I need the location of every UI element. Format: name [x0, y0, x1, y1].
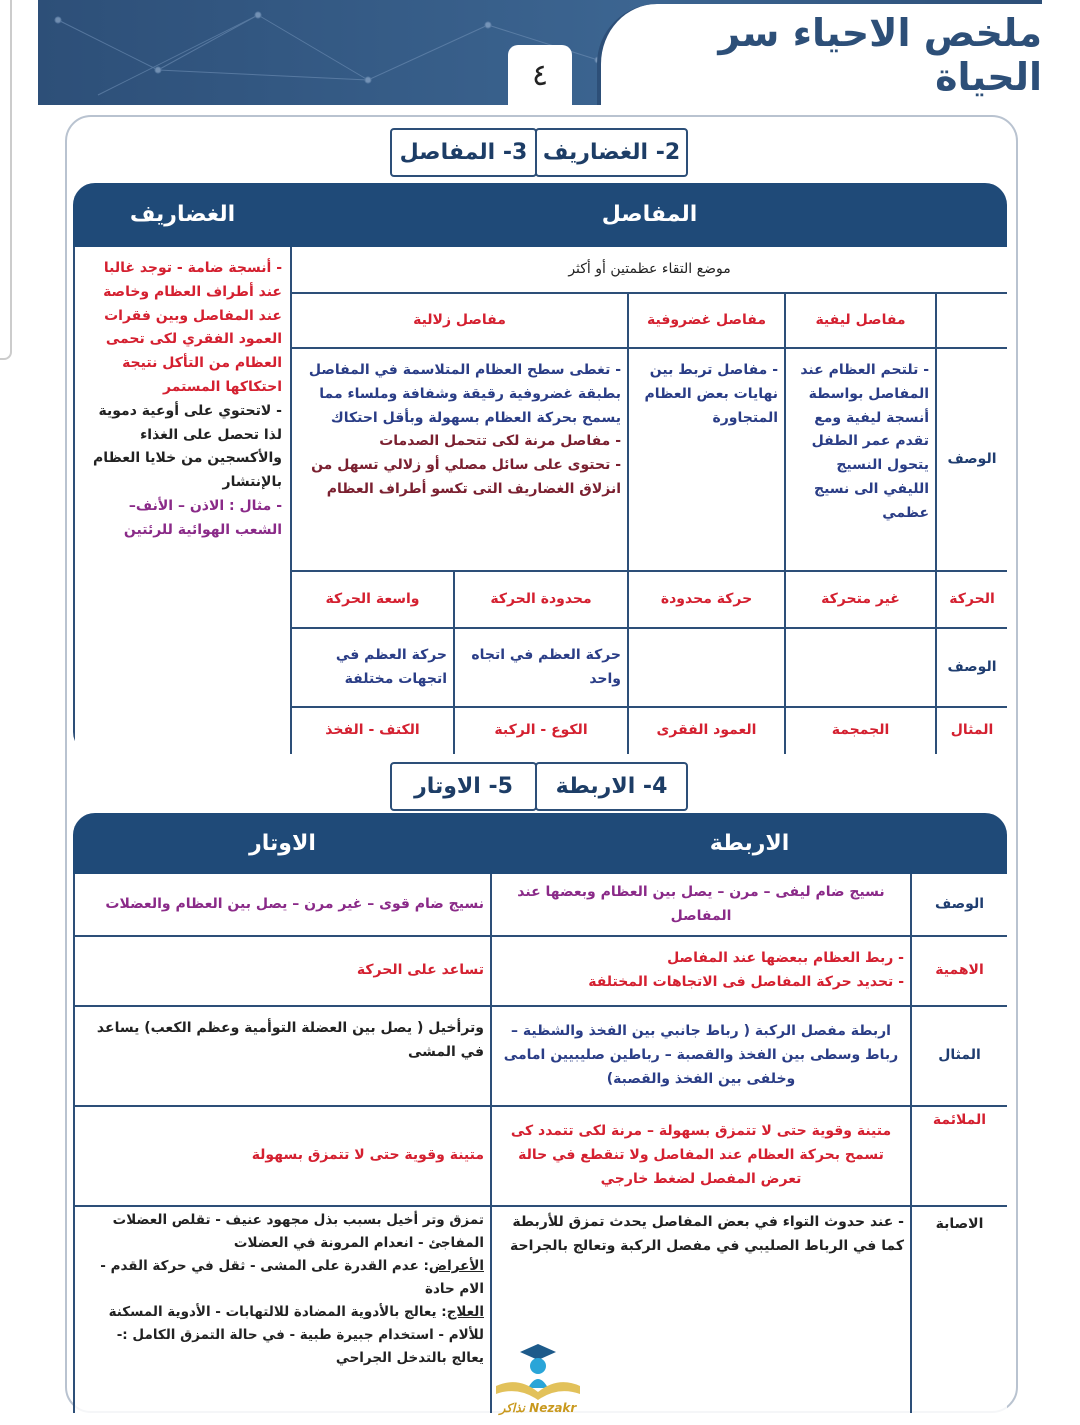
synovial-point: - تحتوى على سائل مصلي أو زلالي تسهل من انزلاق الغضاريف التى تكسو أطراف العظام [311, 457, 622, 497]
tendon-injury [74, 1206, 491, 1413]
row-label-adaptation: الملائمة [911, 1106, 1007, 1206]
ligament-injury: - عند حدوث التواء في بعض المفاصل يحدث تمزق للأربطة كما في الرباط الصليبي في مفصل الركبة وتعالج بالجراحة [491, 1206, 911, 1413]
tab-tendons: 5- الاوتار [390, 762, 537, 811]
synovial-point: - مفاصل مرنة لكى تتحمل الصدمات [379, 433, 622, 450]
type-fibrous: مفاصل ليفية [785, 293, 936, 348]
header-joints: المفاصل [291, 184, 1007, 246]
row-label-example: المثال [936, 707, 1007, 754]
empty-cell [936, 293, 1007, 348]
row-label-movement: الحركة [936, 571, 1007, 628]
movement-cartilaginous: حركة محدودة [628, 571, 785, 628]
row-label-importance: الاهمية [911, 936, 1007, 1006]
ligament-adaptation: متينة وقوية حتى لا تتمزق بسهولة – مرنة لكى تتمدد كى تسمح بحركة العظام عند المفاصل ولا تنقطع في حالة تعرض المفصل لضغط خارجي [491, 1106, 911, 1206]
treatment-label: العلاج [446, 1303, 484, 1320]
movement-synovial-wide: واسعة الحركة [291, 571, 454, 628]
section-tabs-top [390, 128, 688, 177]
example-cartilaginous: العمود الفقرى [628, 707, 785, 754]
movement-desc-cartilaginous [628, 628, 785, 707]
row-label-description: الوصف [936, 348, 1007, 571]
symptoms-label: الأعراض [428, 1257, 484, 1274]
cartilage-text-dark: - لاتحتوي على أوعية دموية لذا تحصل على الغذاء والأكسجين من خلايا العظام بالإنتشار [93, 402, 282, 491]
row-label-example: المثال [911, 1006, 1007, 1106]
example-fibrous: الجمجمة [785, 707, 936, 754]
ligament-example: اربطة مفصل الركبة ( رباط جانبي بين الفخذ والشظية – رباط وسطى بين الفخذ والقصبة – رباطين صليبيين امامى وخلفى بين الفخذ والقصبة) [491, 1006, 911, 1106]
tendon-injury-cause: تمزق وتر أخيل بسبب بذل مجهود عنيف - تقلص العضلات المفاجئ - انعدام المرونة في العضلات [112, 1212, 484, 1251]
movement-desc-limited: حركة العظم في اتجاه واحد [454, 628, 628, 707]
movement-desc-wide: حركة العظم في اتجهات مختلفة [291, 628, 454, 707]
example-wide: الكتف - الفخذ [291, 707, 454, 754]
movement-fibrous: غير متحركة [785, 571, 936, 628]
ligament-description: نسيج ضام ليفى – مرن – يصل بين العظام وبعضها عند المفاصل [491, 873, 911, 936]
cartilage-description [74, 246, 291, 754]
section-tabs-bottom [390, 762, 688, 811]
tendon-importance: تساعد على الحركة [74, 936, 491, 1006]
joints-table-wrap [73, 183, 1007, 754]
tendon-description: نسيج ضام قوى – غير مرن – يصل بين العظام والعضلات [74, 873, 491, 936]
joints-cartilage-table [73, 183, 1007, 754]
header-ligaments: الاربطة [491, 814, 1007, 873]
desc-fibrous: - تلتحم العظام عند المفاصل بواسطة أنسجة ليفية ومع تقدم عمر الطفل يتحول النسيج الليفي الى نسيج عظمي [785, 348, 936, 571]
page-title-box [597, 4, 1042, 105]
tab-joints: 3- المفاصل [390, 128, 537, 177]
importance-point: - تحديد حركة المفاصل فى الاتجاهات المختلفة [588, 974, 904, 990]
header-tendons: الاوتار [74, 814, 491, 873]
nezakr-logo [488, 1340, 588, 1415]
ligaments-tendons-table [73, 813, 1007, 1413]
row-label-description: الوصف [911, 873, 1007, 936]
page-number: ٤ [508, 45, 572, 105]
symptoms-text: : عدم القدرة على المشى - ثقل في حركة القدم - الام حادة [100, 1257, 484, 1297]
header-cartilage: الغضاريف [74, 184, 291, 246]
type-synovial: مفاصل زلالية [291, 293, 628, 348]
page-edge [0, 0, 12, 360]
desc-synovial [291, 348, 628, 571]
row-label-movement-desc: الوصف [936, 628, 1007, 707]
movement-desc-fibrous [785, 628, 936, 707]
ligament-importance [491, 936, 911, 1006]
example-limited: الكوع - الركبة [454, 707, 628, 754]
desc-cartilaginous: - مفاصل تربط بين نهايات بعض العظام المتجاورة [628, 348, 785, 571]
tab-ligaments: 4- الاربطة [535, 762, 688, 811]
logo-text: Nezakr نذاكر [499, 1401, 577, 1415]
tendon-adaptation: متينة وقوية حتى لا تتمزق بسهولة [74, 1106, 491, 1206]
graduate-book-icon [488, 1340, 588, 1402]
treatment-text: : يعالج بالأدوية المضادة للالتهابات - الأدوية المسكنة للألام - استخدام جبيرة طبية - في حالة التمزق الكامل :- يعالج بالتدخل الجراحي [108, 1303, 484, 1366]
ligaments-table-wrap [73, 813, 1007, 1413]
row-label-injury: الاصابة [911, 1206, 1007, 1413]
synovial-point: - تغطى سطح العظام المتلاسمة في المفاصل بطبقة غضروفية رقيقة وشفافة وملساء مما يسمح بحركة العظام بسهولة وبأقل احتكاك [308, 362, 622, 426]
importance-point: - ربط العظام ببعضها عند المفاصل [667, 950, 904, 967]
joint-definition: موضع التقاء عظمتين أو أكثر [291, 246, 1007, 293]
header-banner [38, 0, 1042, 105]
movement-synovial-limited: محدودة الحركة [454, 571, 628, 628]
cartilage-text-red: - أنسجة ضامة - توجد غالبا عند أطراف العظام وخاصة عند المفاصل وبين فقرات العمود الفقري لكى تحمى العظام من التأكل نتيجة احتكاكها المستمر [103, 260, 282, 395]
tab-cartilage: 2- الغضاريف [535, 128, 688, 177]
cartilage-example: - مثال : الاذن – الأنف– الشعب الهوائية للرئتين [123, 497, 282, 538]
tendon-example: وترأخيل ( يصل بين العضلة التوأمية وعظم الكعب) يساعد في المشى [74, 1006, 491, 1106]
type-cartilaginous: مفاصل غضروفية [628, 293, 785, 348]
page-title: ملخص الاحياء سر الحياة [718, 10, 1042, 99]
